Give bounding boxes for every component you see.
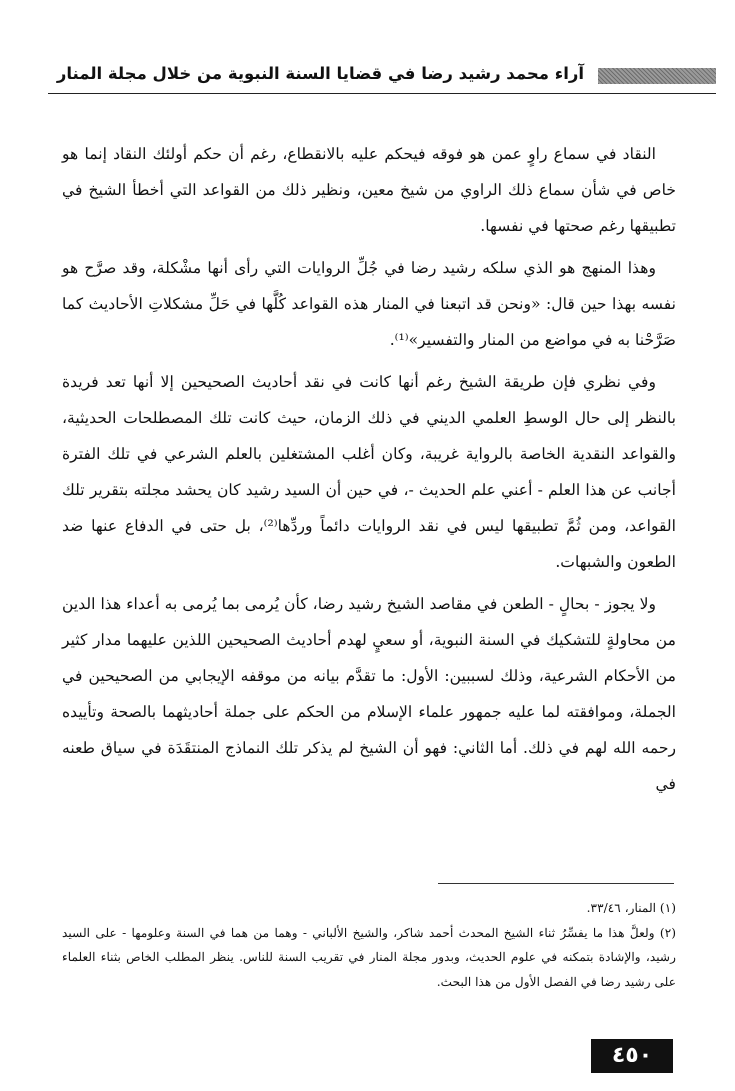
header-rule <box>48 93 716 94</box>
paragraph: وفي نظري فإن طريقة الشيخ رغم أنها كانت في نقد أحاديث الصحيحين إلا أنها تعد فريدة بالنظر إلى حال الوسطِ العلمي الديني في ذلك الزمان، حيث كانت تلك المصطلحات الحديثية، والقواعد النقدية الخاصة بالرواية غريبة، وكان أغلب المشتغلين بالعلم الشرعي في تلك الفترة أجانب عن هذا العلم - أعني علم الحديث -، في حين أن السيد رشيد كان يحشد مجلته بتقرير تلك القواعد، ومن ثُمَّ تطبيقها ليس في نقد الروايات دائماً وردِّها⁽²⁾، بل حتى في الدفاع عنها ضد الطعون والشبهات. <box>62 373 676 571</box>
header-decorative-bar <box>598 68 716 84</box>
running-header <box>48 60 716 94</box>
footnote: (١) المنار، ٣٣/٤٦. <box>586 901 676 915</box>
paragraph: وهذا المنهج هو الذي سلكه رشيد رضا في جُلِّ الروايات التي رأى أنها مشْكلة، وقد صرَّح هو نفسه بهذا حين قال: «ونحن قد اتبعنا في المنار هذه القواعد كُلَّها في حَلِّ مشكلاتِ الأحاديث كما صَرَّحْنا به في مواضع من المنار والتفسير»⁽¹⁾. <box>62 259 676 349</box>
footnotes <box>62 896 676 994</box>
footnote-separator <box>438 883 674 884</box>
paragraph: النقاد في سماع راوٍ عمن هو فوقه فيحكم عليه بالانقطاع، رغم أن حكم أولئك النقاد إنما هو خاص في شأن سماع ذلك الراوي من شيخ معين، ونظير ذلك من القواعد التي أخطأ الشيخ في تطبيقها رغم صحتها في نفسها. <box>62 145 676 235</box>
footnote: (٢) ولعلَّ هذا ما يفسِّرُ ثناء الشيخ المحدث أحمد شاكر، والشيخ الألباني - وهما من هما في السنة وعلومها - على السيد رشيد، والإشادة بتمكنه في علوم الحديث، وبدور مجلة المنار في تقريب السنة للناس. ينظر المطلب الخاص بثناء العلماء على رشيد رضا في الفصل الأول من هذا البحث. <box>62 925 676 989</box>
page-number: ٤٥٠ <box>591 1039 673 1073</box>
body-text <box>62 136 676 808</box>
running-header-title: آراء محمد رشيد رضا في قضايا السنة النبوية من خلال مجلة المنار <box>56 64 584 83</box>
paragraph: ولا يجوز - بحالٍ - الطعن في مقاصد الشيخ رشيد رضا، كأن يُرمى بما يُرمى به أعداء هذا الدين من محاولةٍ للتشكيك في السنة النبوية، أو سعيٍ لهدم أحاديث الصحيحين اللذين عليهما مدار كثير من الأحكام الشرعية، وذلك لسببين: الأول: ما تقدَّم بيانه من موقفه الإيجابي من الصحيحين في الجملة، وموافقته لما عليه جمهور علماء الإسلام من الحكم على جملة أحاديثهما بالصحة وتأييده رحمه الله لهم في ذلك. أما الثاني: فهو أن الشيخ لم يذكر تلك النماذج المنتقَدَة في سياق طعنه في <box>62 595 676 793</box>
